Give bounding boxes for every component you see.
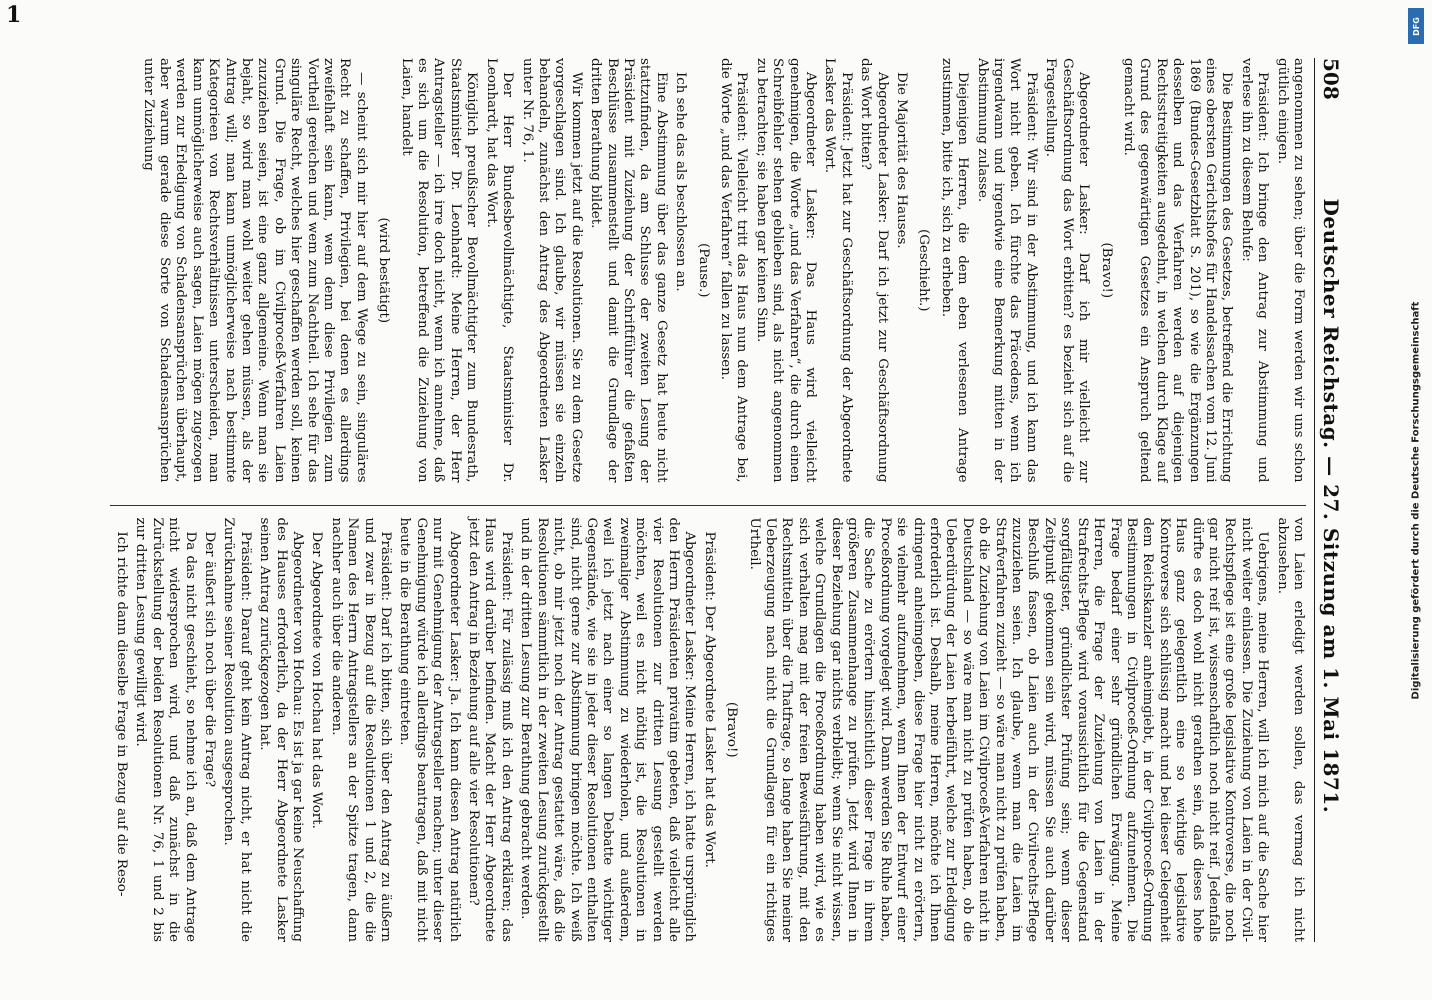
paragraph: Abgeordneter Lasker: Darf ich jetzt zur Geschäftsordnung das Wort bitten? — [858, 58, 890, 483]
right-column — [110, 505, 1306, 943]
paragraph: (Bravo!) — [1098, 242, 1114, 299]
paragraph: Die Bestimmungen des Gesetzes, betreffend die Errichtung eines obersten Gerichtshofes für Handelssachen vom 12. Juni 1869 (Bundes-Gesetzblatt S. 201), so wie die Ergänzungen desselben und das Verfahren werden auf diejenigen Rechtsstreitigkeiten ausgedehnt, in welchen durch Klage auf Grund des gegenwärtigen Gesetzes ein Anspruch geltend gemacht wird. — [1120, 58, 1235, 483]
paragraph: (Geschieht.) — [916, 228, 932, 312]
paragraph: (Bravo!) — [724, 701, 740, 758]
paragraph: Abgeordneter Lasker: Darf ich mir vielleicht zur Geschäftsordnung das Wort erbitten? es bezieht sich auf die Fragestellung. — [1043, 58, 1092, 483]
paragraph: Abgeordneter Lasker: Meine Herren, ich hatte ursprünglich den Herrn Präsidenten privatim gebeten, daß vielleicht alle vier Resolutionen zur dritten Lesung gestellt werden möchten, weil es nicht nöthig ist, die Resolutionen in zweimaliger Abstimmung zu wiederholen, und außerdem, weil ich jetzt nach einer so langen Debatte wichtiger Gegenstände, wie sie in jeder dieser Resolutionen enthalten sind, nicht gerne zur Abstimmung bringen möchte. Ich weiß nicht, ob mir jetzt noch der Antrag gestattet wäre, daß die Resolutionen sämmtlich in der zweiten Lesung zurückgestellt und in der dritten Lesung zur Berathung gebracht werden. — [518, 517, 698, 942]
paragraph: — scheint sich mir hier auf dem Wege zu sein, singuläres Recht zu schaffen, Privilegien, bei denen es allerdings zweifelhaft sein kann, wem denn diese Privilegien zum Vortheil gereichen und wem zum Nachtheil. Ich sehe für das singuläre Recht, welches hier geschaffen werden soll, keinen Grund. Die Frage, ob im Civilproceß-Verfahren Laien zuzuziehen seien, ist eine ganz allgemeine. Wenn man sie bejaht, so wird man wohl weiter gehen müssen, als der Antrag will; man kann unmöglicherweise nach bestimmte Kategorieen von Rechtsverhältnissen unterscheiden, man kann unmöglicherweise auch sagen, Laien mögen zugezogen werden zur Erledigung von Schadensansprüchen überhaupt, aber warum gerade diese Sorte von Schadensansprüchen unter Zuziehung — [140, 58, 369, 483]
paragraph: Abgeordneter Lasker: Das Haus wird vielleicht genehmigen, die Worte „und das Verfahren“, die durch einen Schreibfehler stehen geblieben sind, als nicht angenommen zu betrachten; sie haben gar keinen Sinn. — [753, 58, 819, 483]
paragraph: Präsident: Für zulässig muß ich den Antrag erklären; das Haus wird darüber befinden. Macht der Herr Abgeordnete jetzt den Antrag in Beziehung auf alle vier Resolutionen? — [466, 517, 514, 942]
paragraph: Präsident: Darauf geht kein Antrag nicht, er hat nicht die Zurücknahme seiner Resolution ausgesprochen. — [221, 517, 253, 942]
paragraph: (wird bestätigt) — [376, 217, 392, 324]
paragraph: Präsident: Wir sind in der Abstimmung, und ich kann das Wort nicht geben. Ich fürchte das Präcedens, wenn ich irgendwann und irgendwie eine Bemerkung mitten in der Abstimmung zulasse. — [974, 58, 1039, 483]
corner-mark: 1 — [6, 2, 22, 28]
paragraph: Präsident: Darf ich bitten, sich über den Antrag zu äußern und zwar in Bezug auf die Resolutionen 1 und 2, die die Namen des Herrn Antragstellers an der Spitze tragen, dann nachher auch über die anderen. — [328, 517, 394, 942]
paragraph: von Laien erledigt werden sollen, das vermag ich nicht abzusehen. — [1274, 517, 1306, 942]
paragraph: Präsident: Jetzt hat zur Geschäftsordnung der Abgeordnete Lasker das Wort. — [822, 58, 854, 483]
dfg-logo — [1408, 8, 1424, 44]
paragraph: Der äußert sich noch über die Frage? — [202, 531, 217, 788]
paragraph: angenommen zu sehen; über die Form werden wir uns schon gütlich einigen. — [1274, 58, 1306, 483]
paragraph: Eine Abstimmung über das ganze Gesetz hat heute nicht stattzufinden, da am Schlusse der zweiten Lesung der Präsident mit Zuziehung der Schriftführer die gefaßten Beschlüsse zusammenstellt und damit die Grundlage der dritten Berathung bildet. — [588, 58, 669, 483]
paragraph: Der Herr Bundesbevollmächtigte, Staatsminister Dr. Leonhardt, hat das Wort. — [483, 58, 516, 483]
text-columns — [110, 58, 1306, 942]
paragraph: Da das nicht geschieht, so nehme ich an, daß dem Antrage nicht widersprochen wird, und daß zunächst in die Zurückstellung der beiden Resolutionen Nr. 76, 1 und 2 bis zur dritten Lesung gewilligt wird. — [133, 517, 198, 942]
paragraph: Präsident: Der Abgeordnete Lasker hat das Wort. — [701, 531, 717, 868]
paragraph: Ich sehe das als beschlossen an. — [673, 72, 689, 292]
page-number: 508 — [1319, 58, 1343, 100]
paragraph: Der Abgeordnete von Hochau hat das Wort. — [309, 531, 325, 829]
page-title: Deutscher Reichstag. — 27. Sitzung am 1. Mai 1871. — [1319, 198, 1343, 814]
credit-text: Digitalisierung gefördert durch die Deutsche Forschungsgemeinschaft — [1410, 301, 1422, 699]
paragraph: Wir kommen jetzt auf die Resolutionen. Sie zu dem Gesetze vorgeschlagen sind. Ich glaube, wir müssen sie einzeln behandeln, zunächst den Antrag des Abgeordneten Lasker unter Nr. 76, 1. — [519, 58, 584, 483]
paragraph: Präsident: Ich bringe den Antrag zur Abstimmung und verlese ihn zu diesem Behufe: — [1238, 58, 1271, 483]
paragraph: (Pause.) — [695, 242, 711, 298]
left-column — [110, 58, 1306, 483]
paragraph: Die Majorität des Hauses. — [894, 72, 910, 249]
paragraph: Königlich preußischer Bevollmächtigter zum Bundesrath, Staatsminister Dr. Leonhardt: Meine Herren, der Herr Antragsteller — ich irre doch nicht, wenn ich annehme, daß es sich um die Resolution, betreffend die Zuziehung von Laien, handelt — [398, 58, 480, 483]
digitization-credit — [1404, 0, 1428, 1000]
paragraph: Uebrigens, meine Herren, will ich mich auf die Sache hier nicht weiter einlassen. Die Zuziehung von Laien in der Civil-Rechtspflege ist eine große legislative Kontroverse, die noch gar nicht reif ist, wissenschaftlich noch nicht reif. Jedenfalls dürfte es doch wohl nicht gerathen sein, daß dieses hohe Haus ganz gelegentlich eine so wichtige legislative Kontroverse sich schlüssig macht und bei dieser Gelegenheit dem Reichskanzler anheimgiebt, in der Civilproceß-Ordnung Bestimmungen in Civilproceß-Ordnung aufzunehmen. Die Frage bedarf einer sehr gründlichen Erwägung. Meine Herren, die Frage der Zuziehung von Laien in der Strafrechts-Pflege wird voraussichtlich für die Gegenstand sorgfältigster, gründlichster Prüfung sein; wenn dieser Zeitpunkt gekommen sein wird, müssen Sie auch darüber Beschluß fassen, ob Laien auch in der Civilrechts-Pflege zuzuziehen seien. Ich glaube, wenn man die Laien im Strafverfahren zuzieht — so wäre man nicht zu prüfen haben, ob die Zuziehung von Laien im Civilproceß-Verfahren nicht in Deutschland — so wäre man nicht zu prüfen haben, ob die Ueberdürdung der Laien herbeiführt, welche zur Erledigung erforderlich ist. Deshalb, meine Herren, möchte ich Ihnen dringend anheimgeben, diese Frage hier nicht zu erörtern, sie vielmehr aufzunehmen, wenn Ihnen der Entwurf einer Proceßordnung vorgelegt wird. Dann werden Sie Ruhe haben, die Sache zu erörtern hinsichtlich dieser Frage in ihrem größeren Zusammenhange zu prüfen. Jetzt wird Ihnen in dieser Beziehung gar nichts verbleibt; wenn Sie nicht wissen, welche Grundlagen die Proceßordnung haben wird, wie es sich verhalten mag mit der freien Beweisführung, mit den Rechtsmitteln über die Thatfrage, so lange haben Sie meiner Ueberzeugung nach nicht die Grundlagen für ein richtiges Urtheil. — [746, 517, 1271, 942]
paragraph: Ich richte dann dieselbe Frage in Bezug auf die Reso- — [113, 531, 129, 897]
dfg-logo-text: DFG — [1411, 16, 1421, 36]
paragraph: Abgeordneter von Hochau: Es ist ja gar keine Neuschaffung des Hauses erforderlich, da der Herr Abgeordnete Lasker seinen Antrag zurückgezogen hat. — [257, 517, 306, 942]
paragraph: Abgeordneter Lasker: Ja. Ich kann diesen Antrag natürlich nur mit Genehmigung der Antragsteller machen; unter dieser Genehmigung würde ich allerdings beantragen, daß mit nicht heute in die Berathung eintreten. — [397, 517, 462, 942]
page-header — [1314, 58, 1343, 942]
paragraph: Diejenigen Herren, die dem eben verlesenen Antrage zustimmen, bitte ich, sich zu erheben. — [938, 58, 971, 483]
rotated-document-page — [81, 30, 1351, 970]
paragraph: Präsident: Vielleicht tritt das Haus nun dem Antrage bei, die Worte „und das Verfahren“ fallen zu lassen. — [718, 58, 750, 483]
